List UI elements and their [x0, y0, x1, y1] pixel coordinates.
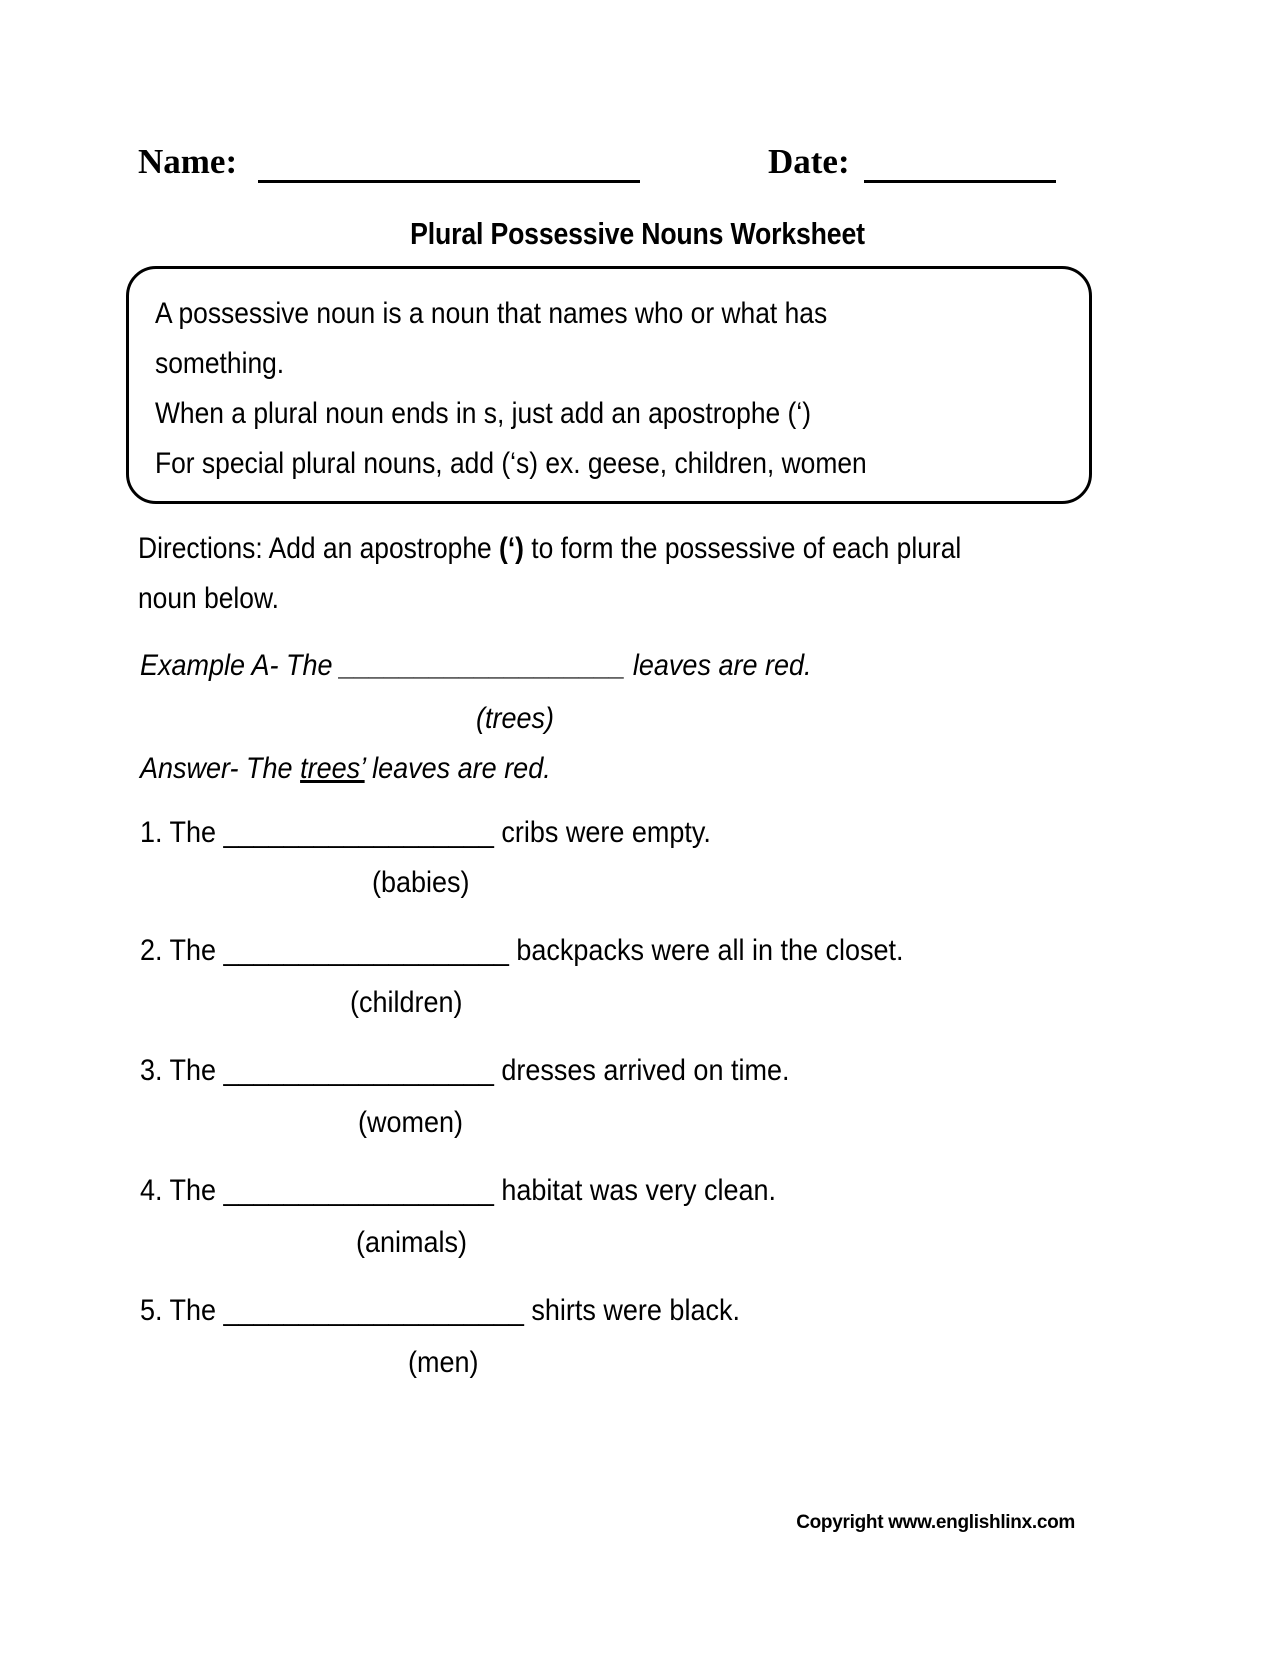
question-4	[140, 1170, 776, 1212]
answer-possessive-word: trees’	[300, 752, 365, 785]
definition-box	[126, 266, 1092, 504]
question-1	[140, 812, 711, 854]
question-2	[140, 930, 904, 972]
example-sentence	[140, 645, 811, 687]
question-1-number: 1. The	[140, 816, 224, 849]
page-title: Plural Possessive Nouns Worksheet	[410, 216, 865, 251]
example-hint-word: (trees)	[476, 702, 555, 735]
question-4-sentence: habitat was very clean.	[493, 1174, 777, 1207]
answer-prefix: Answer- The	[140, 752, 301, 785]
definition-line: When a plural noun ends in s, just add an apostrophe (‘)	[155, 397, 812, 430]
definition-text	[155, 289, 1075, 489]
example-prefix: Example A- The	[140, 649, 341, 682]
date-label: Date:	[768, 142, 850, 181]
question-5-sentence: shirts were black.	[523, 1294, 740, 1327]
question-2-number: 2. The	[140, 934, 224, 967]
question-3-sentence: dresses arrived on time.	[493, 1054, 790, 1087]
question-3-blank[interactable]: __________________	[223, 1054, 494, 1087]
student-info-row	[138, 142, 1058, 196]
answer-suffix: leaves are red.	[364, 752, 551, 785]
name-write-line[interactable]	[258, 180, 640, 183]
question-4-hint: (animals)	[356, 1226, 468, 1259]
definition-line: A possessive noun is a noun that names who or what has	[155, 297, 828, 330]
question-2-blank[interactable]: ___________________	[223, 934, 509, 967]
question-5-number: 5. The	[140, 1294, 224, 1327]
question-1-blank[interactable]: __________________	[223, 816, 494, 849]
definition-line: For special plural nouns, add (‘s) ex. geese, children, women	[155, 447, 867, 480]
name-label: Name:	[138, 142, 238, 181]
example-blank[interactable]: ___________________	[340, 649, 626, 682]
question-3-hint: (women)	[358, 1106, 464, 1139]
date-write-line[interactable]	[864, 180, 1056, 183]
question-4-blank[interactable]: __________________	[223, 1174, 494, 1207]
question-5-blank[interactable]: ____________________	[223, 1294, 524, 1327]
question-4-number: 4. The	[140, 1174, 224, 1207]
directions-part-1: Directions: Add an apostrophe	[138, 532, 500, 565]
directions-text	[138, 524, 983, 624]
question-1-hint: (babies)	[372, 866, 470, 899]
question-1-sentence: cribs were empty.	[493, 816, 711, 849]
question-5	[140, 1290, 740, 1332]
directions-apostrophe-emphasis: (‘)	[499, 532, 524, 565]
directions-part-2: to form the possessive of each plural noun below.	[138, 532, 962, 615]
definition-line: something.	[155, 347, 285, 380]
question-3-number: 3. The	[140, 1054, 224, 1087]
question-2-sentence: backpacks were all in the closet.	[508, 934, 904, 967]
question-2-hint: (children)	[350, 986, 463, 1019]
question-3	[140, 1050, 789, 1092]
example-suffix: leaves are red.	[625, 649, 812, 682]
example-answer	[140, 748, 551, 790]
copyright-notice: Copyright www.englishlinx.com	[796, 1512, 1075, 1533]
question-5-hint: (men)	[408, 1346, 479, 1379]
